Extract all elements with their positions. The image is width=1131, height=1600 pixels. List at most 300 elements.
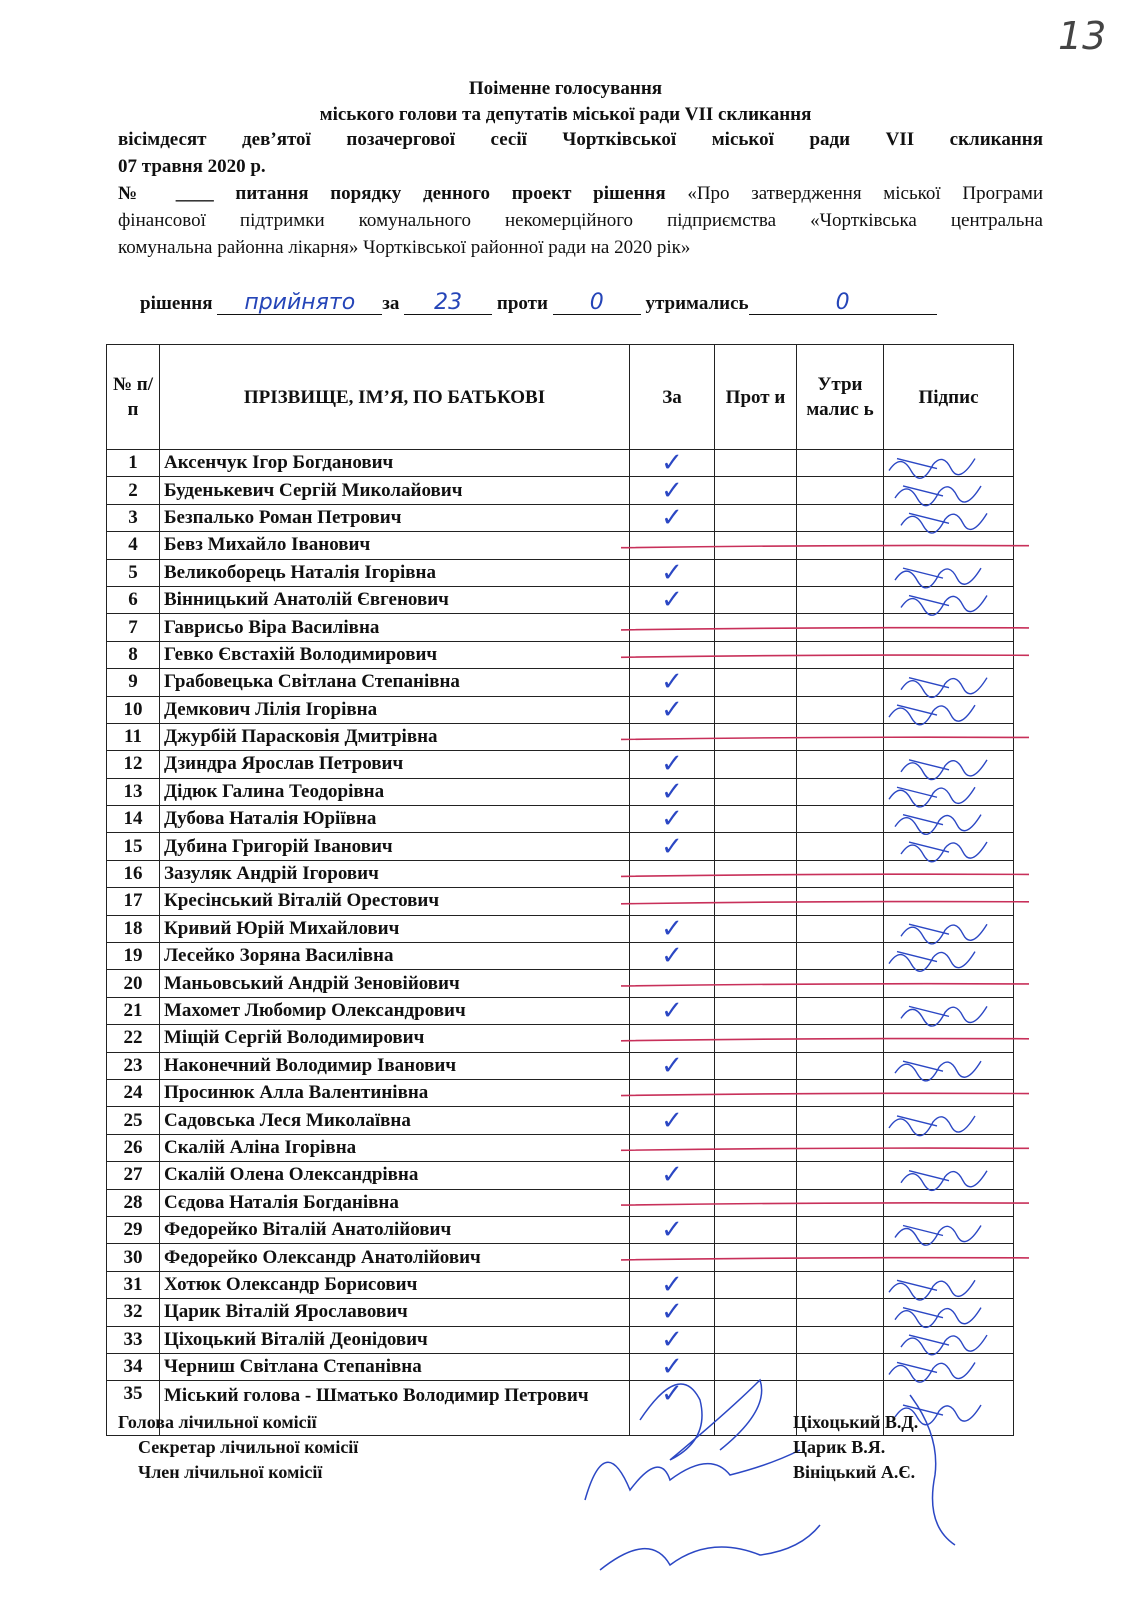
- row-name: Хотюк Олександр Борисович: [160, 1271, 630, 1298]
- signature-cell: [884, 586, 1014, 613]
- row-number: 28: [107, 1189, 160, 1216]
- vote-abstain-cell: [797, 696, 884, 723]
- vote-abstain-cell: [797, 559, 884, 586]
- vote-abstain-cell: [797, 1326, 884, 1353]
- secretary-label: Секретар лічильної комісії: [138, 1437, 359, 1457]
- row-name: Скалій Аліна Ігорівна: [160, 1134, 630, 1161]
- vote-against-cell: [715, 586, 797, 613]
- vote-against-cell: [715, 1353, 797, 1380]
- vote-for-cell: [630, 943, 715, 970]
- member-label: Член лічильної комісії: [138, 1462, 323, 1482]
- vote-abstain-cell: [797, 860, 884, 887]
- vote-for-cell: [630, 1352, 715, 1383]
- vote-for-cell: [630, 806, 715, 833]
- vote-abstain-cell: [797, 915, 884, 942]
- signature-cell: [884, 1189, 1014, 1216]
- result-line: [140, 290, 937, 315]
- row-name: Буденькевич Сергій Миколайович: [160, 477, 630, 504]
- row-number: 26: [107, 1134, 160, 1161]
- vote-for-cell: [630, 1299, 715, 1326]
- row-number: 12: [107, 751, 160, 778]
- vote-abstain-cell: [797, 1052, 884, 1079]
- session-date: 07 травня 2020 р.: [118, 156, 266, 177]
- chair-name: Ціхоцький В.Д.: [793, 1412, 919, 1432]
- row-name: Кривий Юрій Михайлович: [160, 915, 630, 942]
- decision-label: рішення: [140, 293, 213, 314]
- agenda-text-1: «Про затвердження міської Програми: [687, 183, 1044, 204]
- row-number: 24: [107, 1079, 160, 1106]
- signature-cell: [884, 1299, 1014, 1326]
- vote-against-cell: [715, 806, 797, 833]
- signature-cell: [884, 1216, 1014, 1243]
- check-mark-icon: ✓: [661, 749, 683, 780]
- row-number: 29: [107, 1216, 160, 1243]
- table-row: [107, 943, 1014, 970]
- header-signature: Підпис: [884, 345, 1014, 450]
- row-number: 6: [107, 586, 160, 613]
- header-abstain: Утри малис ь: [797, 345, 884, 450]
- decision-value: прийнято: [217, 290, 382, 315]
- row-name: Скалій Олена Олександрівна: [160, 1162, 630, 1189]
- abstain-value: 0: [749, 290, 937, 315]
- row-name: Федорейко Віталій Анатолійович: [160, 1216, 630, 1243]
- row-number: 32: [107, 1299, 160, 1326]
- vote-abstain-cell: [797, 943, 884, 970]
- vote-against-cell: [715, 696, 797, 723]
- row-name: Безпалько Роман Петрович: [160, 504, 630, 531]
- signature-cell: [884, 1162, 1014, 1189]
- table-row: [107, 1189, 1014, 1216]
- vote-for-cell: [630, 723, 715, 750]
- agenda-prefix: № ____ питання порядку денного проект рішення: [118, 183, 666, 204]
- signature-cell: [884, 997, 1014, 1024]
- vote-abstain-cell: [797, 1162, 884, 1189]
- agenda-line-2: фінансової підтримки комунального некомерційного підприємства «Чортківська центральна: [118, 210, 1043, 231]
- chair-label: Голова лічильної комісії: [118, 1412, 317, 1432]
- vote-for-cell: [630, 1052, 715, 1079]
- table-row: [107, 641, 1014, 668]
- vote-abstain-cell: [797, 477, 884, 504]
- vote-against-cell: [715, 997, 797, 1024]
- row-number: 5: [107, 559, 160, 586]
- signature-cell: [884, 943, 1014, 970]
- row-name: Гаврисьо Віра Василівна: [160, 614, 630, 641]
- signature-cell: [884, 723, 1014, 750]
- row-name: Вінницький Анатолій Євгенович: [160, 586, 630, 613]
- vote-for-cell: [630, 1025, 715, 1052]
- row-name: Черниш Світлана Степанівна: [160, 1353, 630, 1380]
- row-number: 15: [107, 833, 160, 860]
- row-name: Царик Віталій Ярославович: [160, 1299, 630, 1326]
- vote-against-cell: [715, 559, 797, 586]
- secretary-name: Царик В.Я.: [793, 1437, 886, 1457]
- vote-abstain-cell: [797, 1216, 884, 1243]
- commission-signature: [585, 1450, 800, 1500]
- check-mark-icon: ✓: [661, 1297, 683, 1328]
- row-number: 31: [107, 1271, 160, 1298]
- check-mark-icon: ✓: [661, 1160, 683, 1191]
- vote-abstain-cell: [797, 504, 884, 531]
- against-value: 0: [553, 290, 641, 315]
- row-name: Дубова Наталія Юріївна: [160, 806, 630, 833]
- header-for: За: [630, 345, 715, 450]
- vote-against-cell: [715, 888, 797, 915]
- vote-abstain-cell: [797, 669, 884, 696]
- member-name: Вініцький А.Є.: [793, 1462, 916, 1482]
- vote-against-cell: [715, 450, 797, 477]
- row-name: Гевко Євстахій Володимирович: [160, 641, 630, 668]
- table-row: [107, 586, 1014, 613]
- vote-against-cell: [715, 1216, 797, 1243]
- row-name: Джурбій Парасковія Дмитрівна: [160, 723, 630, 750]
- check-mark-icon: ✓: [661, 913, 683, 944]
- signature-cell: [884, 1244, 1014, 1271]
- vote-abstain-cell: [797, 1107, 884, 1134]
- signature-cell: [884, 669, 1014, 696]
- row-number: 27: [107, 1162, 160, 1189]
- table-row: [107, 614, 1014, 641]
- vote-for-cell: [630, 614, 715, 641]
- vote-abstain-cell: [797, 1244, 884, 1271]
- row-name: Демкович Лілія Ігорівна: [160, 696, 630, 723]
- row-name: Сєдова Наталія Богданівна: [160, 1189, 630, 1216]
- signature-cell: [884, 1025, 1014, 1052]
- table-row: [107, 778, 1014, 805]
- row-name: Федорейко Олександр Анатолійович: [160, 1244, 630, 1271]
- signature-cell: [884, 1353, 1014, 1380]
- vote-for-cell: [630, 669, 715, 696]
- row-name: Маньовський Андрій Зеновійович: [160, 970, 630, 997]
- table-row: [107, 532, 1014, 559]
- row-name: Просинюк Алла Валентинівна: [160, 1079, 630, 1106]
- row-number: 2: [107, 477, 160, 504]
- table-row: [107, 888, 1014, 915]
- row-number: 35: [107, 1381, 160, 1436]
- signature-cell: [884, 751, 1014, 778]
- vote-abstain-cell: [797, 778, 884, 805]
- vote-against-cell: [715, 1381, 797, 1436]
- row-name: Аксенчук Ігор Богданович: [160, 450, 630, 477]
- for-value: 23: [404, 290, 492, 315]
- vote-abstain-cell: [797, 1353, 884, 1380]
- table-row: [107, 1271, 1014, 1298]
- vote-for-cell: [630, 833, 715, 860]
- signature-cell: [884, 532, 1014, 559]
- row-name: Садовська Леся Миколаївна: [160, 1107, 630, 1134]
- vote-abstain-cell: [797, 970, 884, 997]
- check-mark-icon: ✓: [661, 694, 683, 725]
- table-row: [107, 1162, 1014, 1189]
- row-number: 18: [107, 915, 160, 942]
- vote-against-cell: [715, 1189, 797, 1216]
- check-mark-icon: ✓: [661, 1352, 683, 1383]
- table-row: [107, 1134, 1014, 1161]
- vote-against-cell: [715, 669, 797, 696]
- table-row: [107, 723, 1014, 750]
- signature-cell: [884, 504, 1014, 531]
- session-line: вісімдесят дев’ятої позачергової сесії Чортківської міської ради VII скликання: [118, 129, 1043, 150]
- vote-for-cell: [630, 915, 715, 942]
- row-number: 19: [107, 943, 160, 970]
- row-name: Міщій Сергій Володимирович: [160, 1025, 630, 1052]
- table-row: [107, 1052, 1014, 1079]
- check-mark-icon: ✓: [661, 1324, 683, 1355]
- table-row: [107, 806, 1014, 833]
- check-mark-icon: ✓: [661, 1050, 683, 1081]
- row-number: 7: [107, 614, 160, 641]
- row-name: Ціхоцький Віталій Деонідович: [160, 1326, 630, 1353]
- check-mark-icon: ✓: [661, 776, 683, 807]
- row-number: 13: [107, 778, 160, 805]
- vote-against-cell: [715, 504, 797, 531]
- row-number: 17: [107, 888, 160, 915]
- check-mark-icon: ✓: [661, 1105, 683, 1136]
- row-number: 33: [107, 1326, 160, 1353]
- table-row: [107, 1326, 1014, 1353]
- check-mark-icon: ✓: [661, 1269, 683, 1300]
- check-mark-icon: ✓: [661, 1379, 683, 1410]
- signature-cell: [884, 559, 1014, 586]
- vote-against-cell: [715, 1134, 797, 1161]
- against-label: проти: [496, 293, 548, 314]
- for-label: за: [382, 293, 400, 314]
- table-row: [107, 477, 1014, 504]
- vote-for-cell: [630, 888, 715, 915]
- row-name: Наконечний Володимир Іванович: [160, 1052, 630, 1079]
- signature-cell: [884, 915, 1014, 942]
- row-name: Великоборець Наталія Ігорівна: [160, 559, 630, 586]
- signature-cell: [884, 1134, 1014, 1161]
- row-name: Міський голова - Шматько Володимир Петрович: [160, 1381, 630, 1436]
- table-row: [107, 997, 1014, 1024]
- vote-for-cell: [630, 532, 715, 559]
- row-number: 20: [107, 970, 160, 997]
- signature-cell: [884, 450, 1014, 477]
- vote-for-cell: [630, 504, 715, 531]
- row-name: Лесейко Зоряна Василівна: [160, 943, 630, 970]
- vote-against-cell: [715, 1107, 797, 1134]
- vote-for-cell: [630, 696, 715, 723]
- signature-cell: [884, 970, 1014, 997]
- commission-signature: [600, 1525, 820, 1570]
- signature-cell: [884, 1052, 1014, 1079]
- vote-for-cell: [630, 1162, 715, 1189]
- vote-abstain-cell: [797, 641, 884, 668]
- check-mark-icon: ✓: [661, 667, 683, 698]
- vote-abstain-cell: [797, 1134, 884, 1161]
- table-row: [107, 1299, 1014, 1326]
- row-name: Грабовецька Світлана Степанівна: [160, 669, 630, 696]
- vote-abstain-cell: [797, 450, 884, 477]
- vote-against-cell: [715, 1271, 797, 1298]
- row-number: 1: [107, 450, 160, 477]
- signature-cell: [884, 778, 1014, 805]
- vote-for-cell: [630, 1215, 715, 1246]
- vote-against-cell: [715, 915, 797, 942]
- row-number: 23: [107, 1052, 160, 1079]
- check-mark-icon: ✓: [661, 502, 683, 533]
- doc-subtitle: міського голови та депутатів міської ради VII скликання: [319, 104, 812, 125]
- table-row: [107, 559, 1014, 586]
- vote-abstain-cell: [797, 888, 884, 915]
- table-row: [107, 970, 1014, 997]
- signature-cell: [884, 1326, 1014, 1353]
- vote-abstain-cell: [797, 833, 884, 860]
- vote-against-cell: [715, 1025, 797, 1052]
- row-number: 25: [107, 1107, 160, 1134]
- vote-against-cell: [715, 614, 797, 641]
- vote-against-cell: [715, 532, 797, 559]
- table-row: [107, 1353, 1014, 1380]
- vote-against-cell: [715, 1079, 797, 1106]
- abstain-label: утримались: [645, 293, 749, 314]
- row-number: 4: [107, 532, 160, 559]
- row-name: Дубина Григорій Іванович: [160, 833, 630, 860]
- row-number: 10: [107, 696, 160, 723]
- vote-against-cell: [715, 723, 797, 750]
- table-row: [107, 450, 1014, 477]
- vote-abstain-cell: [797, 751, 884, 778]
- vote-abstain-cell: [797, 1079, 884, 1106]
- vote-against-cell: [715, 1326, 797, 1353]
- signature-cell: [884, 860, 1014, 887]
- vote-for-cell: [630, 1079, 715, 1106]
- vote-for-cell: [630, 751, 715, 778]
- vote-for-cell: [630, 997, 715, 1024]
- vote-abstain-cell: [797, 806, 884, 833]
- signature-cell: [884, 833, 1014, 860]
- vote-abstain-cell: [797, 723, 884, 750]
- table-row: [107, 751, 1014, 778]
- vote-against-cell: [715, 751, 797, 778]
- header-against: Прот и: [715, 345, 797, 450]
- vote-for-cell: [630, 641, 715, 668]
- vote-abstain-cell: [797, 586, 884, 613]
- vote-table: [106, 344, 1014, 1436]
- table-row: [107, 915, 1014, 942]
- table-row: [107, 833, 1014, 860]
- vote-against-cell: [715, 943, 797, 970]
- table-row: [107, 860, 1014, 887]
- vote-for-cell: [630, 1244, 715, 1271]
- table-row: [107, 696, 1014, 723]
- table-row: [107, 1107, 1014, 1134]
- header-name: ПРІЗВИЩЕ, ІМ’Я, ПО БАТЬКОВІ: [160, 345, 630, 450]
- signature-cell: [884, 614, 1014, 641]
- signature-cell: [884, 1271, 1014, 1298]
- vote-for-cell: [630, 1326, 715, 1353]
- vote-against-cell: [715, 860, 797, 887]
- table-header-row: [107, 345, 1014, 450]
- table-row: [107, 1079, 1014, 1106]
- check-mark-icon: ✓: [661, 585, 683, 616]
- row-name: Махомет Любомир Олександрович: [160, 997, 630, 1024]
- row-name: Дідюк Галина Теодорівна: [160, 778, 630, 805]
- signature-cell: [884, 641, 1014, 668]
- row-number: 14: [107, 806, 160, 833]
- page-number: 13: [1058, 14, 1107, 58]
- row-number: 3: [107, 504, 160, 531]
- vote-abstain-cell: [797, 532, 884, 559]
- vote-abstain-cell: [797, 1189, 884, 1216]
- vote-for-cell: [630, 970, 715, 997]
- signature-cell: [884, 1079, 1014, 1106]
- row-number: 21: [107, 997, 160, 1024]
- doc-title: Поіменне голосування: [468, 78, 663, 99]
- table-row: [107, 1216, 1014, 1243]
- row-name: Бевз Михайло Іванович: [160, 532, 630, 559]
- vote-for-cell: [630, 778, 715, 805]
- header-num: № п/п: [107, 345, 160, 450]
- signature-cell: [884, 696, 1014, 723]
- check-mark-icon: ✓: [661, 557, 683, 588]
- vote-against-cell: [715, 970, 797, 997]
- vote-for-cell: [630, 585, 715, 616]
- check-mark-icon: ✓: [661, 804, 683, 835]
- vote-against-cell: [715, 778, 797, 805]
- row-number: 22: [107, 1025, 160, 1052]
- signature-cell: [884, 1107, 1014, 1134]
- vote-for-cell: [630, 1271, 715, 1298]
- vote-abstain-cell: [797, 614, 884, 641]
- vote-for-cell: [630, 860, 715, 887]
- agenda-line-1: [118, 180, 1043, 207]
- vote-against-cell: [715, 1162, 797, 1189]
- vote-against-cell: [715, 477, 797, 504]
- vote-for-cell: [630, 559, 715, 586]
- vote-for-cell: [630, 1189, 715, 1216]
- row-name: Кресінський Віталій Орестович: [160, 888, 630, 915]
- row-number: 34: [107, 1353, 160, 1380]
- table-row: [107, 669, 1014, 696]
- vote-table-body: [107, 450, 1014, 1436]
- row-number: 8: [107, 641, 160, 668]
- vote-for-cell: [630, 1381, 715, 1436]
- check-mark-icon: ✓: [661, 996, 683, 1026]
- vote-for-cell: [630, 1134, 715, 1161]
- vote-for-cell: [630, 450, 715, 477]
- vote-abstain-cell: [797, 1271, 884, 1298]
- table-row: [107, 1025, 1014, 1052]
- check-mark-icon: ✓: [661, 831, 683, 862]
- vote-for-cell: [630, 1107, 715, 1134]
- row-name: Дзиндра Ярослав Петрович: [160, 751, 630, 778]
- signature-cell: [884, 806, 1014, 833]
- vote-against-cell: [715, 1244, 797, 1271]
- check-mark-icon: ✓: [661, 941, 683, 972]
- row-number: 16: [107, 860, 160, 887]
- agenda-line-3: комунальна районна лікарня» Чортківської районної ради на 2020 рік»: [118, 237, 691, 258]
- vote-against-cell: [715, 833, 797, 860]
- check-mark-icon: ✓: [661, 448, 683, 479]
- vote-against-cell: [715, 641, 797, 668]
- vote-abstain-cell: [797, 1025, 884, 1052]
- check-mark-icon: ✓: [661, 1215, 683, 1246]
- table-row: [107, 504, 1014, 531]
- check-mark-icon: ✓: [661, 475, 683, 506]
- vote-against-cell: [715, 1052, 797, 1079]
- row-number: 9: [107, 669, 160, 696]
- row-number: 11: [107, 723, 160, 750]
- signature-cell: [884, 888, 1014, 915]
- row-number: 30: [107, 1244, 160, 1271]
- table-row: [107, 1244, 1014, 1271]
- vote-abstain-cell: [797, 997, 884, 1024]
- vote-against-cell: [715, 1299, 797, 1326]
- vote-for-cell: [630, 477, 715, 504]
- row-name: Зазуляк Андрій Ігорович: [160, 860, 630, 887]
- signature-cell: [884, 477, 1014, 504]
